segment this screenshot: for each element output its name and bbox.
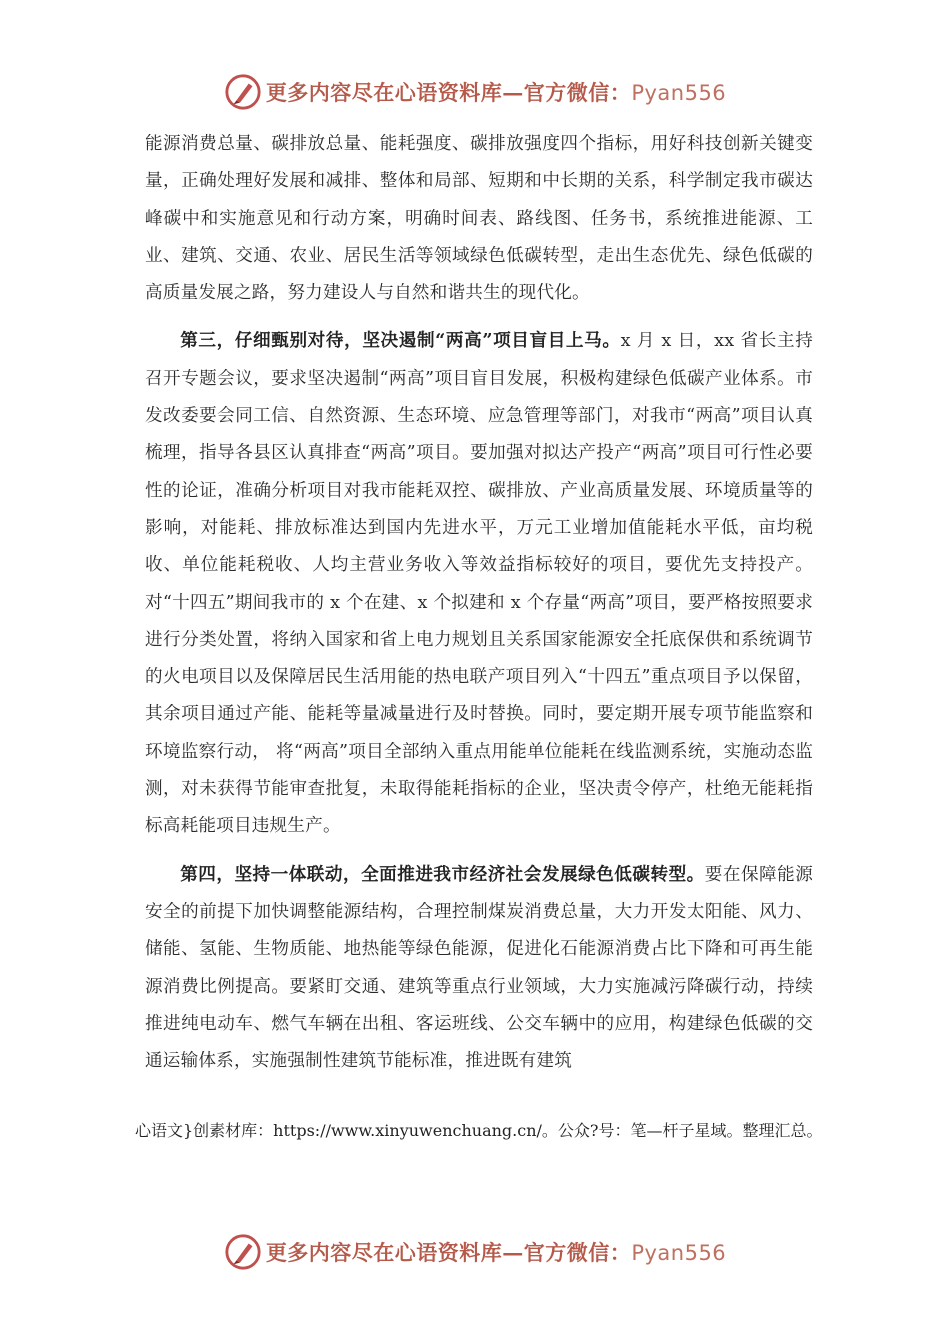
banner-text: 更多内容尽在心语资料库—官方微信：Pyan556 bbox=[265, 80, 727, 105]
wechat-id: Pyan556 bbox=[631, 81, 727, 105]
document-body bbox=[145, 126, 813, 1080]
header-banner bbox=[0, 72, 950, 112]
paragraph-2: 第三，仔细甄别对待，坚决遏制“两高”项目盲目上马。x 月 x 日，xx 省长主持召开专题会议，要求坚决遏制“两高”项目盲目发展，积极构建绿色低碳产业体系。市发改委要会同工信、自然资源、生态环境、应急管理等部门，对我市“两高”项目认真梳理，指导各县区认真排查“两高”项目。要加强对拟达产投产“两高”项目可行性必要性的论证，准确分析项目对我市能耗双控、碳排放、产业高质量发展、环境质量等的影响，对能耗、排放标准达到国内先进水平，万元工业增加值能耗水平低，亩均税收、单位能耗税收、人均主营业务收入等效益指标较好的项目，要优先支持投产。对“十四五”期间我市的 x 个在建、x 个拟建和 x 个存量“两高”项目，要严格按照要求进行分类处置，将纳入国家和省上电力规划且关系国家能源安全托底保供和系统调节的火电项目以及保障居民生活用能的热电联产项目列入“十四五”重点项目予以保留，其余项目通过产能、能耗等量减量进行及时替换。同时，要定期开展专项节能监察和环境监察行动， 将“两高”项目全部纳入重点用能单位能耗在线监测系统，实施动态监测，对未获得节能审查批复，未取得能耗指标的企业，坚决责令停产，杜绝无能耗指标高耗能项目违规生产。 bbox=[145, 330, 813, 837]
pen-logo-icon bbox=[224, 1233, 262, 1271]
wechat-id: Pyan556 bbox=[631, 1241, 727, 1265]
pen-logo-icon bbox=[224, 73, 262, 111]
banner-text: 更多内容尽在心语资料库—官方微信：Pyan556 bbox=[265, 1240, 727, 1265]
footer-banner bbox=[0, 1232, 950, 1272]
paragraph-1: 能源消费总量、碳排放总量、能耗强度、碳排放强度四个指标，用好科技创新关键变量，正确处理好发展和减排、整体和局部、短期和中长期的关系，科学制定我市碳达峰碳中和实施意见和行动方案，明确时间表、路线图、任务书，系统推进能源、工业、建筑、交通、农业、居民生活等领域绿色低碳转型，走出生态优先、绿色低碳的高质量发展之路，努力建设人与自然和谐共生的现代化。 bbox=[145, 134, 813, 304]
paragraph-3: 第四，坚持一体联动，全面推进我市经济社会发展绿色低碳转型。要在保障能源安全的前提下加快调整能源结构，合理控制煤炭消费总量，大力开发太阳能、风力、储能、氢能、生物质能、地热能等绿色能源，促进化石能源消费占比下降和可再生能源消费比例提高。要紧盯交通、建筑等重点行业领域，大力实施减污降碳行动，持续推进纯电动车、燃气车辆在出租、客运班线、公交车辆中的应用，构建绿色低碳的交通运输体系，实施强制性建筑节能标准，推进既有建筑 bbox=[145, 863, 814, 1072]
footer-source-note: 心语文}创素材库：https://www.xinyuwenchuang.cn/。公众?号：笔—杆子星域。整理汇总。 bbox=[135, 1121, 823, 1140]
paragraph-heading: 第三，仔细甄别对待，坚决遏制“两高”项目盲目上马。 bbox=[180, 330, 621, 352]
paragraph-heading: 第四，坚持一体联动，全面推进我市经济社会发展绿色低碳转型。 bbox=[180, 863, 705, 885]
